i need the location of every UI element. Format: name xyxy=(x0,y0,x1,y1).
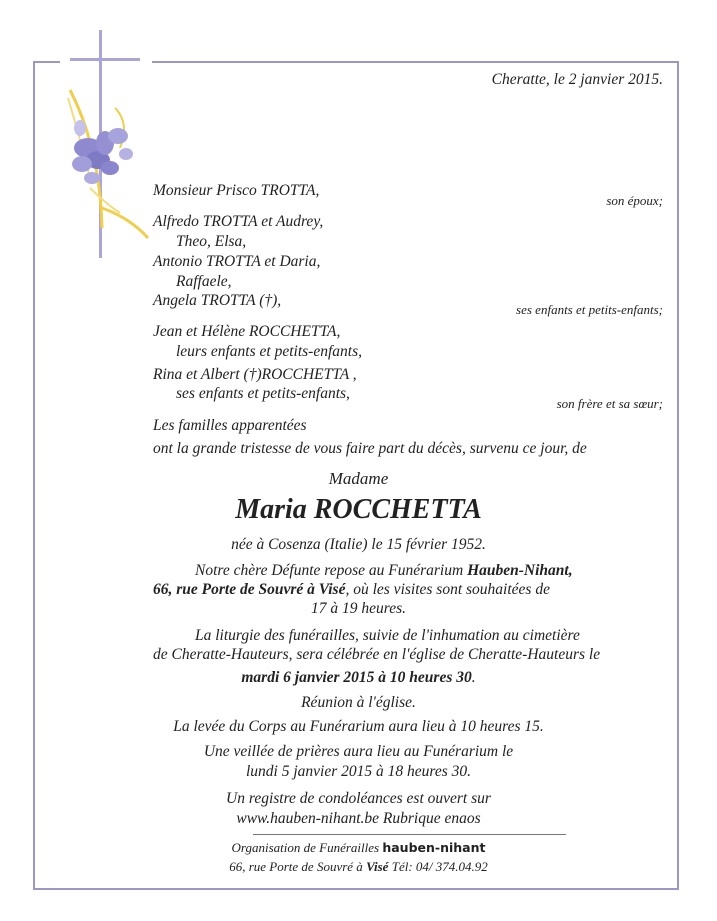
children-role: ses enfants et petits-enfants; xyxy=(516,302,663,317)
funeral-date-end: . xyxy=(471,669,476,686)
liturgy-line-1: La liturgie des funérailles, suivie de l'inhumation au cimetière xyxy=(195,627,580,644)
sibling-line: leurs enfants et petits-enfants, xyxy=(176,343,362,360)
child-line: Raffaele, xyxy=(176,273,232,290)
vigil-line-2: lundi 5 janvier 2015 à 18 heures 30. xyxy=(245,763,471,780)
siblings-role: son frère et sa sœur; xyxy=(556,396,663,411)
register-line-1: Un registre de condoléances est ouvert sur xyxy=(226,790,491,807)
spouse-role: son époux; xyxy=(606,193,663,208)
meeting-note: Réunion à l'église. xyxy=(301,694,416,711)
address-phone: Tél: 04/ 374.04.92 xyxy=(388,859,488,874)
cross-icon xyxy=(60,28,152,260)
footer-address xyxy=(0,859,717,875)
funeral-date xyxy=(0,669,717,687)
sibling-line: Jean et Hélène ROCCHETTA, xyxy=(153,323,341,340)
announcement: ont la grande tristesse de vous faire part du décès, survenu ce jour, de xyxy=(153,440,587,457)
child-line: Theo, Elsa, xyxy=(176,233,247,250)
funerarium-address: 66, rue Porte de Souvré à Visé xyxy=(153,581,346,598)
relatives: Les familles apparentées xyxy=(153,417,307,434)
deceased-birth: née à Cosenza (Italie) le 15 février 1952. xyxy=(231,536,486,553)
levee-note: La levée du Corps au Funérarium aura lieu à 10 heures 15. xyxy=(173,718,544,735)
cross-flower-image xyxy=(60,28,152,260)
address-text: 66, rue Porte de Souvré à xyxy=(229,859,367,874)
liturgy-line-2: de Cheratte-Hauteurs, sera célébrée en l'église de Cheratte-Hauteurs le xyxy=(153,646,601,663)
sibling-line: ses enfants et petits-enfants, xyxy=(176,385,350,402)
deceased-name: Maria ROCCHETTA xyxy=(235,494,482,525)
child-line: Antonio TROTTA et Daria, xyxy=(153,253,321,270)
footer-organisation xyxy=(0,840,717,856)
address-city: Visé xyxy=(366,859,389,874)
deceased-title: Madame xyxy=(328,469,389,488)
register-line-2: www.hauben-nihant.be Rubrique enaos xyxy=(236,810,481,827)
org-brand: hauben-nihant xyxy=(382,840,486,855)
spouse-name: Monsieur Prisco TROTTA, xyxy=(153,182,320,199)
rest-visits: , où les visites sont souhaitées de xyxy=(345,581,550,598)
sibling-line: Rina et Albert (†)ROCCHETTA , xyxy=(153,366,357,383)
funeral-date-bold: mardi 6 janvier 2015 à 10 heures 30 xyxy=(241,669,472,686)
footer-divider xyxy=(253,834,566,835)
visit-hours: 17 à 19 heures. xyxy=(311,600,406,617)
org-label: Organisation de Funérailles xyxy=(231,840,383,855)
vigil-line-1: Une veillée de prières aura lieu au Funérarium le xyxy=(203,743,514,760)
place-date: Cheratte, le 2 janvier 2015. xyxy=(491,71,663,88)
rest-text: Notre chère Défunte repose au Funérarium xyxy=(195,562,468,579)
child-line: Alfredo TROTTA et Audrey, xyxy=(153,213,324,230)
funerarium-name: Hauben-Nihant, xyxy=(467,562,573,579)
rest-line-2 xyxy=(153,581,550,599)
child-line: Angela TROTTA (†), xyxy=(153,292,282,309)
rest-line-1 xyxy=(195,562,573,580)
